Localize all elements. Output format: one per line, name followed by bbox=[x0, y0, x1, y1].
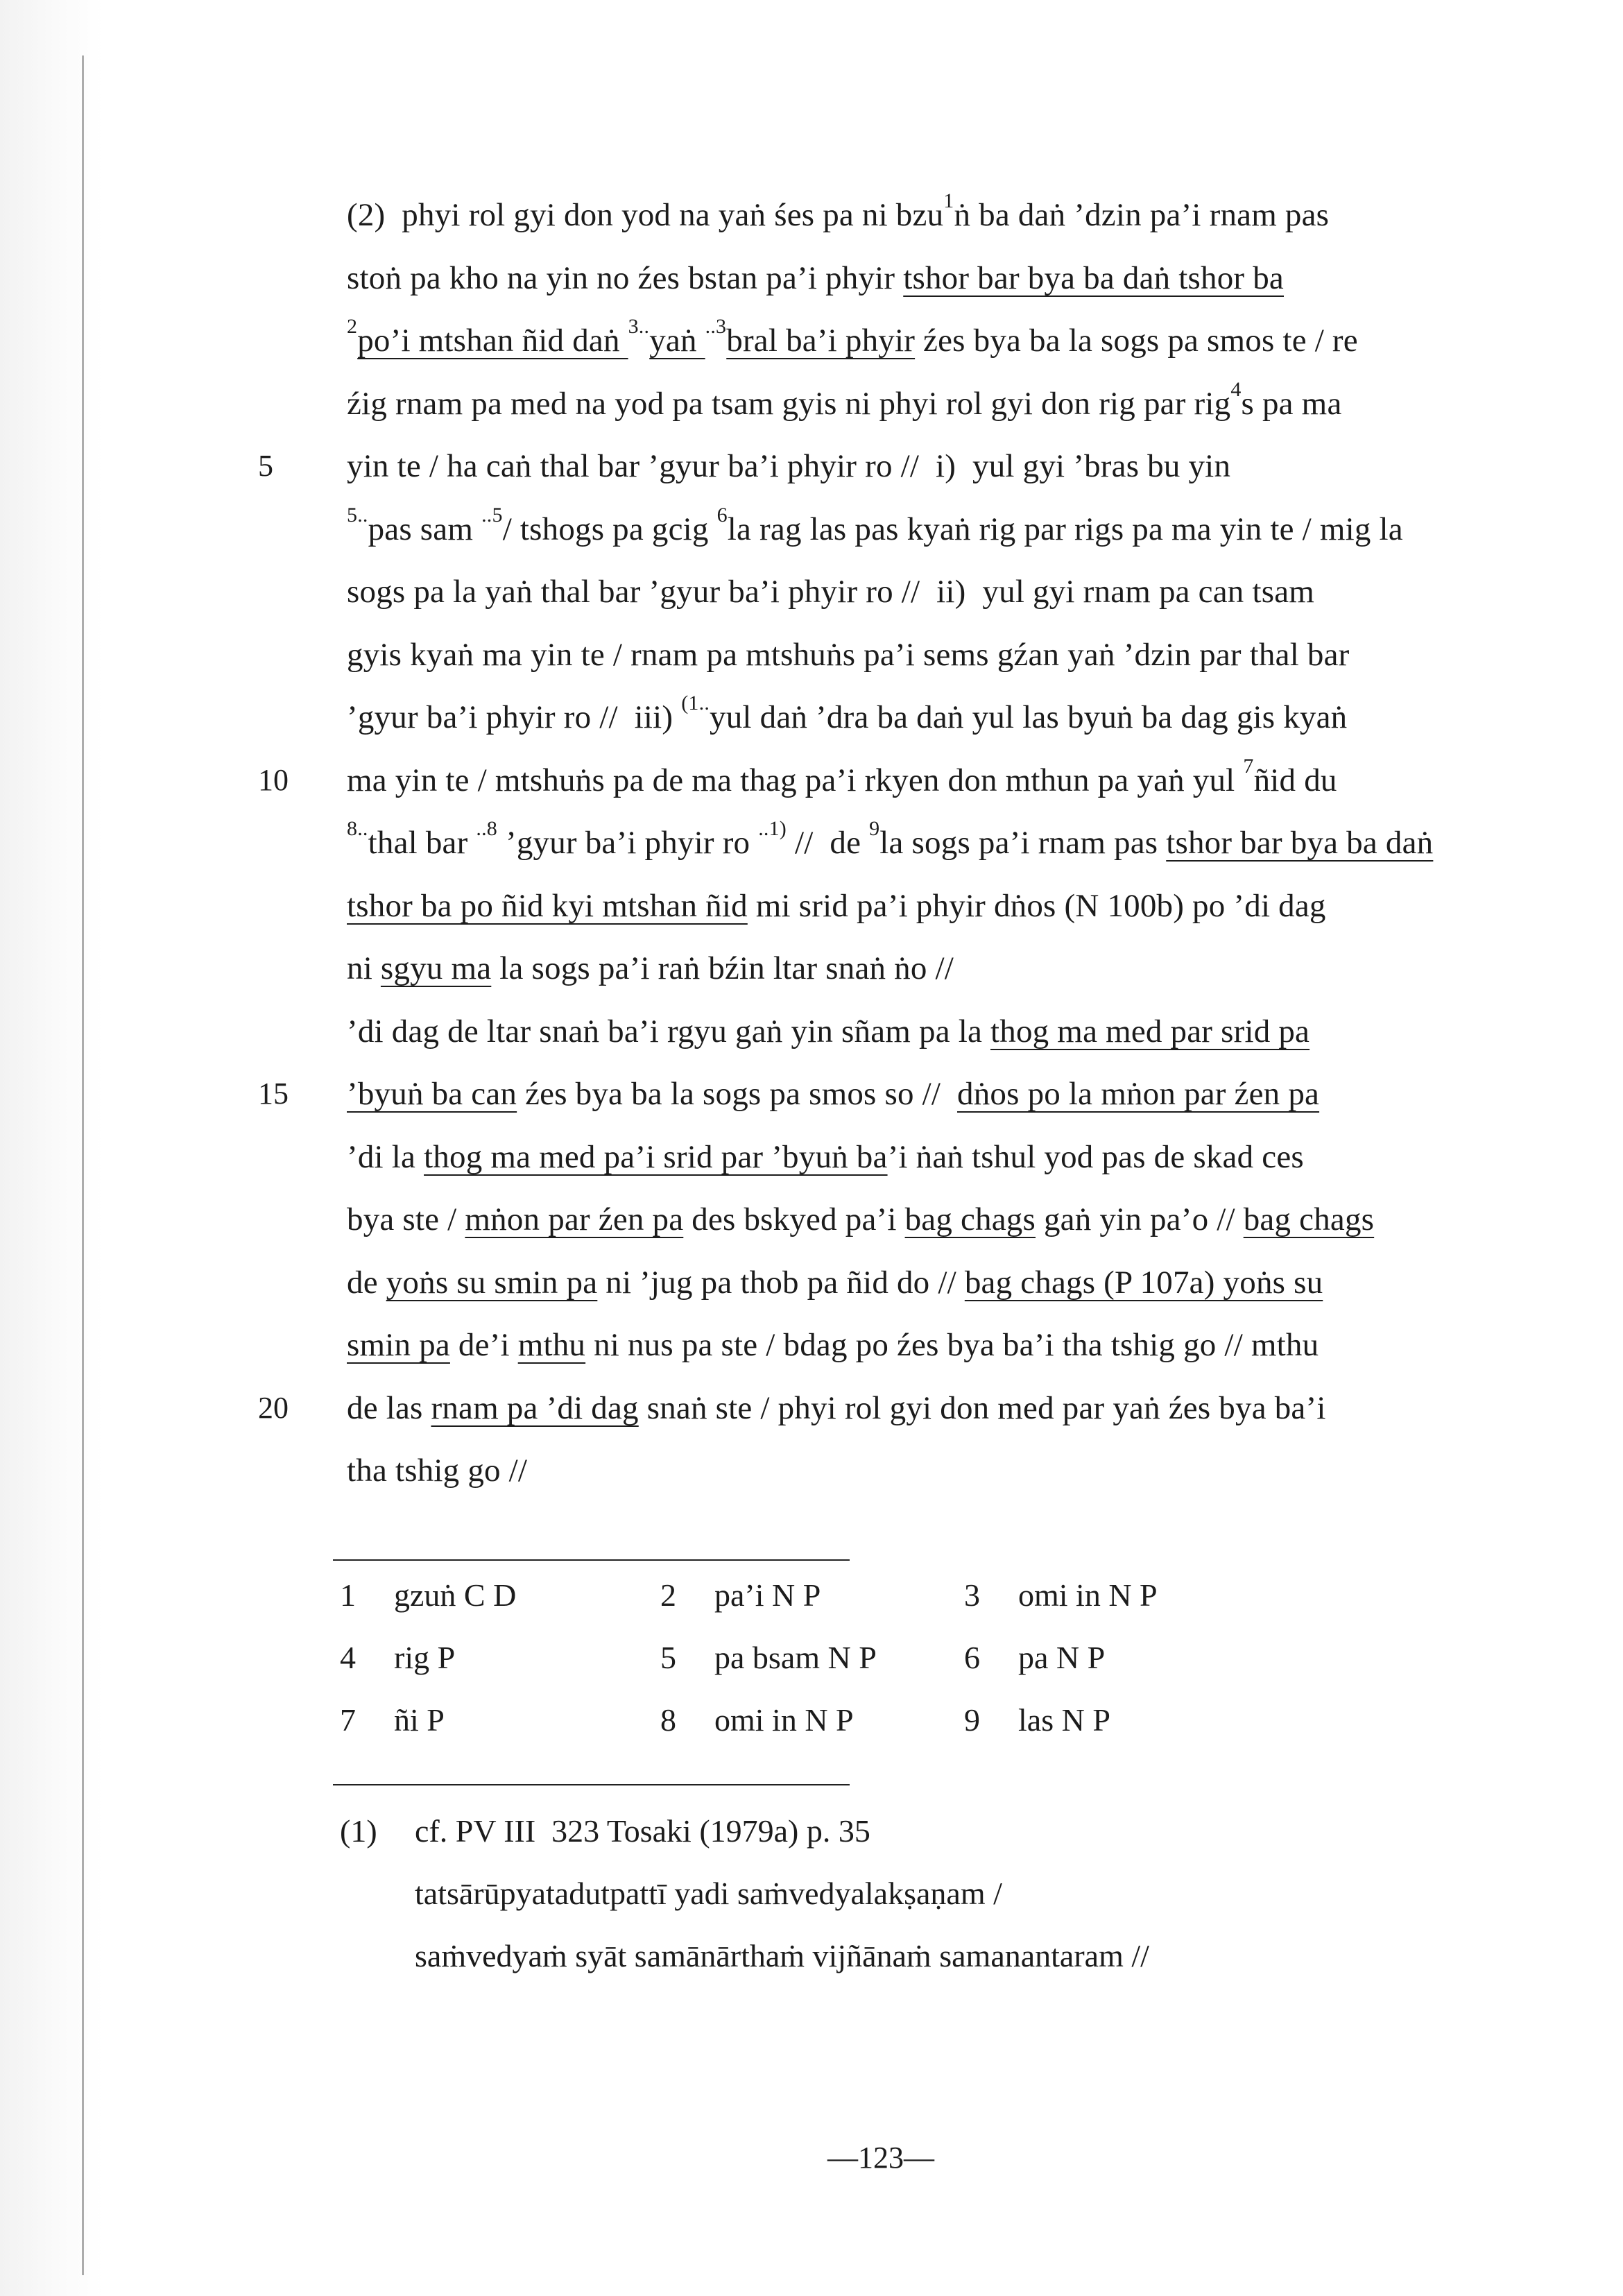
underlined-phrase: thog ma med pa’i srid par ’byuṅ ba bbox=[424, 1139, 888, 1175]
line-number: 20 bbox=[258, 1391, 289, 1425]
text-line bbox=[347, 1255, 1526, 1310]
text-segment: // de bbox=[787, 825, 870, 861]
text-line bbox=[347, 1004, 1526, 1059]
text-line bbox=[347, 376, 1526, 431]
underlined-phrase: yoṅs su smin pa bbox=[386, 1265, 598, 1301]
line-number: 10 bbox=[258, 763, 289, 797]
text-segment: ni nus pa ste / bdag po źes bya ba’i tha tshig go // mthu bbox=[585, 1327, 1319, 1363]
text-segment: s pa ma bbox=[1241, 386, 1342, 422]
variant-reading: las N P bbox=[1018, 1702, 1110, 1738]
underlined-phrase: bag chags (P 107a) yoṅs su bbox=[964, 1265, 1323, 1301]
text-line bbox=[347, 250, 1526, 306]
text-segment: źes bya ba la sogs pa smos so // bbox=[517, 1076, 958, 1112]
text-line bbox=[347, 313, 1526, 368]
underlined-phrase: thog ma med par srid pa bbox=[990, 1013, 1310, 1050]
underlined-phrase: dṅos po la mṅon par źen pa bbox=[957, 1076, 1320, 1112]
variant-number: 2 bbox=[660, 1577, 676, 1613]
variant-marker: 1 bbox=[943, 189, 954, 212]
footnote-label: (1) bbox=[340, 1813, 377, 1849]
text-segment: / tshogs pa gcig bbox=[502, 511, 717, 547]
variant-marker: 3.. bbox=[628, 315, 650, 338]
text-line bbox=[347, 941, 1526, 996]
text-line bbox=[347, 187, 1526, 243]
text-segment: gaṅ yin pa’o // bbox=[1036, 1201, 1244, 1237]
underlined-phrase: po’i mtshan ñid daṅ bbox=[357, 323, 628, 359]
variant-number: 7 bbox=[340, 1702, 356, 1738]
underlined-phrase: smin pa bbox=[347, 1327, 450, 1363]
variant-marker: 7 bbox=[1243, 755, 1254, 778]
text-segment: yul daṅ ’dra ba daṅ yul las byuṅ ba dag gis kyaṅ bbox=[710, 699, 1348, 735]
variant-number: 9 bbox=[964, 1702, 980, 1738]
variant-marker: 5.. bbox=[347, 504, 368, 526]
underlined-phrase: ’byuṅ ba can bbox=[347, 1076, 517, 1112]
text-line bbox=[347, 502, 1526, 557]
variant-marker: 2 bbox=[347, 315, 358, 338]
text-line bbox=[347, 1192, 1526, 1247]
underlined-phrase: bag chags bbox=[904, 1201, 1036, 1237]
variant-marker: 4 bbox=[1230, 378, 1242, 401]
text-line bbox=[347, 689, 1526, 745]
footnote-verse-line-1: tatsārūpyatadutpattī yadi saṁvedyalakṣaṇam / bbox=[415, 1876, 1002, 1911]
text-line bbox=[347, 1129, 1526, 1185]
text-segment: źes bya ba la sogs pa smos te / re bbox=[915, 323, 1358, 359]
text-segment: stoṅ pa kho na yin no źes bstan pa’i phyir bbox=[347, 260, 904, 296]
text-segment: ni bbox=[347, 950, 381, 986]
variant-marker: 6 bbox=[716, 504, 728, 526]
variant-marker: ..3 bbox=[705, 315, 727, 338]
underlined-phrase: mṅon par źen pa bbox=[465, 1201, 684, 1237]
variant-marker: (1.. bbox=[681, 692, 710, 714]
variant-number: 8 bbox=[660, 1702, 676, 1738]
text-segment: tha tshig go // bbox=[347, 1453, 528, 1489]
text-line bbox=[347, 438, 1526, 494]
variant-marker: ..5 bbox=[481, 504, 503, 526]
text-segment: gyis kyaṅ ma yin te / rnam pa mtshuṅs pa’i sems gźan yaṅ ’dzin par thal bar bbox=[347, 637, 1350, 673]
text-segment: (2) phyi rol gyi don yod na yaṅ śes pa ni bzu bbox=[347, 197, 944, 233]
variant-marker: ..1) bbox=[758, 817, 787, 840]
text-segment: des bskyed pa’i bbox=[683, 1201, 905, 1237]
variant-number: 4 bbox=[340, 1640, 356, 1675]
line-number: 15 bbox=[258, 1077, 289, 1111]
underlined-phrase: tshor bar bya ba daṅ bbox=[1166, 825, 1434, 861]
variant-number: 3 bbox=[964, 1577, 980, 1613]
variant-reading: ñi P bbox=[394, 1702, 445, 1738]
text-segment: pas sam bbox=[368, 511, 482, 547]
text-segment: ni ’jug pa thob pa ñid do // bbox=[597, 1265, 965, 1301]
variant-number: 1 bbox=[340, 1577, 356, 1613]
text-line bbox=[347, 1443, 1526, 1498]
text-segment: ’di la bbox=[347, 1139, 424, 1175]
variant-reading: rig P bbox=[394, 1640, 456, 1675]
variant-top-rule bbox=[333, 1559, 850, 1561]
variant-marker: ..8 bbox=[476, 817, 498, 840]
text-line bbox=[347, 564, 1526, 619]
variant-reading: pa’i N P bbox=[714, 1577, 821, 1613]
text-segment: ṅ ba daṅ ’dzin pa’i rnam pas bbox=[954, 197, 1330, 233]
underlined-phrase: bral ba’i phyir bbox=[726, 323, 916, 359]
text-segment: mi srid pa’i phyir dṅos (N 100b) po ’di dag bbox=[747, 888, 1326, 924]
text-segment: la sogs pa’i raṅ bźin ltar snaṅ ṅo // bbox=[491, 950, 954, 986]
footnote-verse-line-2: saṁvedyaṁ syāt samānārthaṁ vijñānaṁ samanantaram // bbox=[415, 1938, 1149, 1973]
text-segment: de bbox=[347, 1265, 386, 1301]
variant-bottom-rule bbox=[333, 1784, 850, 1785]
underlined-phrase: rnam pa ’di dag bbox=[431, 1390, 639, 1426]
text-segment: snaṅ ste / phyi rol gyi don med par yaṅ źes bya ba’i bbox=[638, 1390, 1326, 1426]
variant-reading: omi in N P bbox=[714, 1702, 854, 1738]
text-segment: thal bar bbox=[368, 825, 476, 861]
text-line bbox=[347, 627, 1526, 683]
underlined-phrase: sgyu ma bbox=[380, 950, 492, 986]
page-number: —123— bbox=[827, 2141, 934, 2175]
text-line bbox=[347, 815, 1526, 871]
line-number: 5 bbox=[258, 449, 273, 483]
text-segment: źig rnam pa med na yod pa tsam gyis ni phyi rol gyi don rig par rig bbox=[347, 386, 1231, 422]
underlined-phrase: bag chags bbox=[1243, 1201, 1375, 1237]
variant-reading: pa bsam N P bbox=[714, 1640, 877, 1675]
text-segment: la sogs pa’i rnam pas bbox=[879, 825, 1167, 861]
text-segment: ñid du bbox=[1253, 762, 1337, 798]
text-line bbox=[347, 1317, 1526, 1373]
underlined-phrase: tshor ba po ñid kyi mtshan ñid bbox=[347, 888, 748, 924]
footnote-reference: cf. PV III 323 Tosaki (1979a) p. 35 bbox=[415, 1813, 870, 1849]
variant-number: 6 bbox=[964, 1640, 980, 1675]
text-segment: de’i bbox=[449, 1327, 518, 1363]
underlined-phrase: tshor bar bya ba daṅ tshor ba bbox=[903, 260, 1284, 296]
text-segment: bya ste / bbox=[347, 1201, 465, 1237]
variant-reading: gzuṅ C D bbox=[394, 1577, 517, 1613]
variant-reading: omi in N P bbox=[1018, 1577, 1158, 1613]
variant-number: 5 bbox=[660, 1640, 676, 1675]
variant-marker: 9 bbox=[869, 817, 880, 840]
text-segment: la rag las pas kyaṅ rig par rigs pa ma yin te / mig la bbox=[727, 511, 1403, 547]
text-segment: ’i ṅaṅ tshul yod pas de skad ces bbox=[887, 1139, 1304, 1175]
text-segment: ma yin te / mtshuṅs pa de ma thag pa’i rkyen don mthun pa yaṅ yul bbox=[347, 762, 1244, 798]
underlined-phrase: mthu bbox=[517, 1327, 586, 1363]
variant-reading: pa N P bbox=[1018, 1640, 1106, 1675]
text-line bbox=[347, 878, 1526, 934]
text-segment: sogs pa la yaṅ thal bar ’gyur ba’i phyir ro // ii) yul gyi rnam pa can tsam bbox=[347, 574, 1315, 610]
text-segment: ’di dag de ltar snaṅ ba’i rgyu gaṅ yin sñam pa la bbox=[347, 1013, 990, 1050]
variant-marker: 8.. bbox=[347, 817, 368, 840]
text-segment: ’gyur ba’i phyir ro bbox=[497, 825, 759, 861]
text-line bbox=[347, 1380, 1526, 1436]
text-line bbox=[347, 753, 1526, 808]
underlined-phrase: yaṅ bbox=[649, 323, 705, 359]
text-segment: ’gyur ba’i phyir ro // iii) bbox=[347, 699, 682, 735]
text-line bbox=[347, 1066, 1526, 1122]
text-segment: yin te / ha caṅ thal bar ’gyur ba’i phyir ro // i) yul gyi ’bras bu yin bbox=[347, 448, 1231, 484]
text-segment: de las bbox=[347, 1390, 431, 1426]
